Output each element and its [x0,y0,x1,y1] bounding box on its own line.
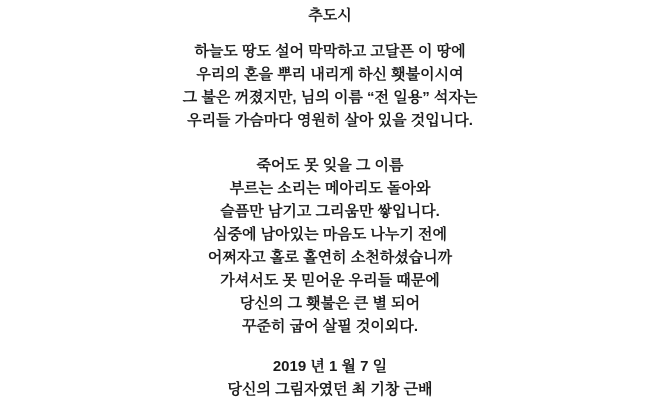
poem-line: 슬픔만 남기고 그리움만 쌓입니다. [220,203,440,220]
poem-line: 우리들 가슴마다 영원히 살아 있을 것입니다. [187,112,473,129]
date-line: 2019 년 1 월 7 일 [272,358,388,375]
poem-stanza-1 [0,40,660,132]
poem-line: 그 불은 꺼졌지만, 님의 이름 “전 일용” 석자는 [182,89,478,106]
signature-line: 당신의 그림자였던 최 기창 근배 [227,381,433,398]
poem-line: 부르는 소리는 메아리도 돌아와 [229,180,431,197]
poem-line: 어쩌자고 홀로 홀연히 소천하셨습니까 [207,249,453,266]
poem-line: 당신의 그 횃불은 큰 별 되어 [239,295,421,312]
poem-closing [0,355,660,401]
poem-line: 심중에 남아있는 마음도 나누기 전에 [212,226,448,243]
poem-line: 꾸준히 굽어 살필 것이외다. [241,318,419,335]
poem-line: 우리의 혼을 뿌리 내리게 하신 횃불이시여 [196,66,464,83]
poem-stanza-2 [0,154,660,338]
poem-line: 죽어도 못 잊을 그 이름 [256,157,404,174]
poem-title: 추도시 [308,7,352,24]
poem-line: 하늘도 땅도 설어 막막하고 고달픈 이 땅에 [194,43,466,60]
poem-line: 가셔서도 못 믿어운 우리들 때문에 [220,272,440,289]
